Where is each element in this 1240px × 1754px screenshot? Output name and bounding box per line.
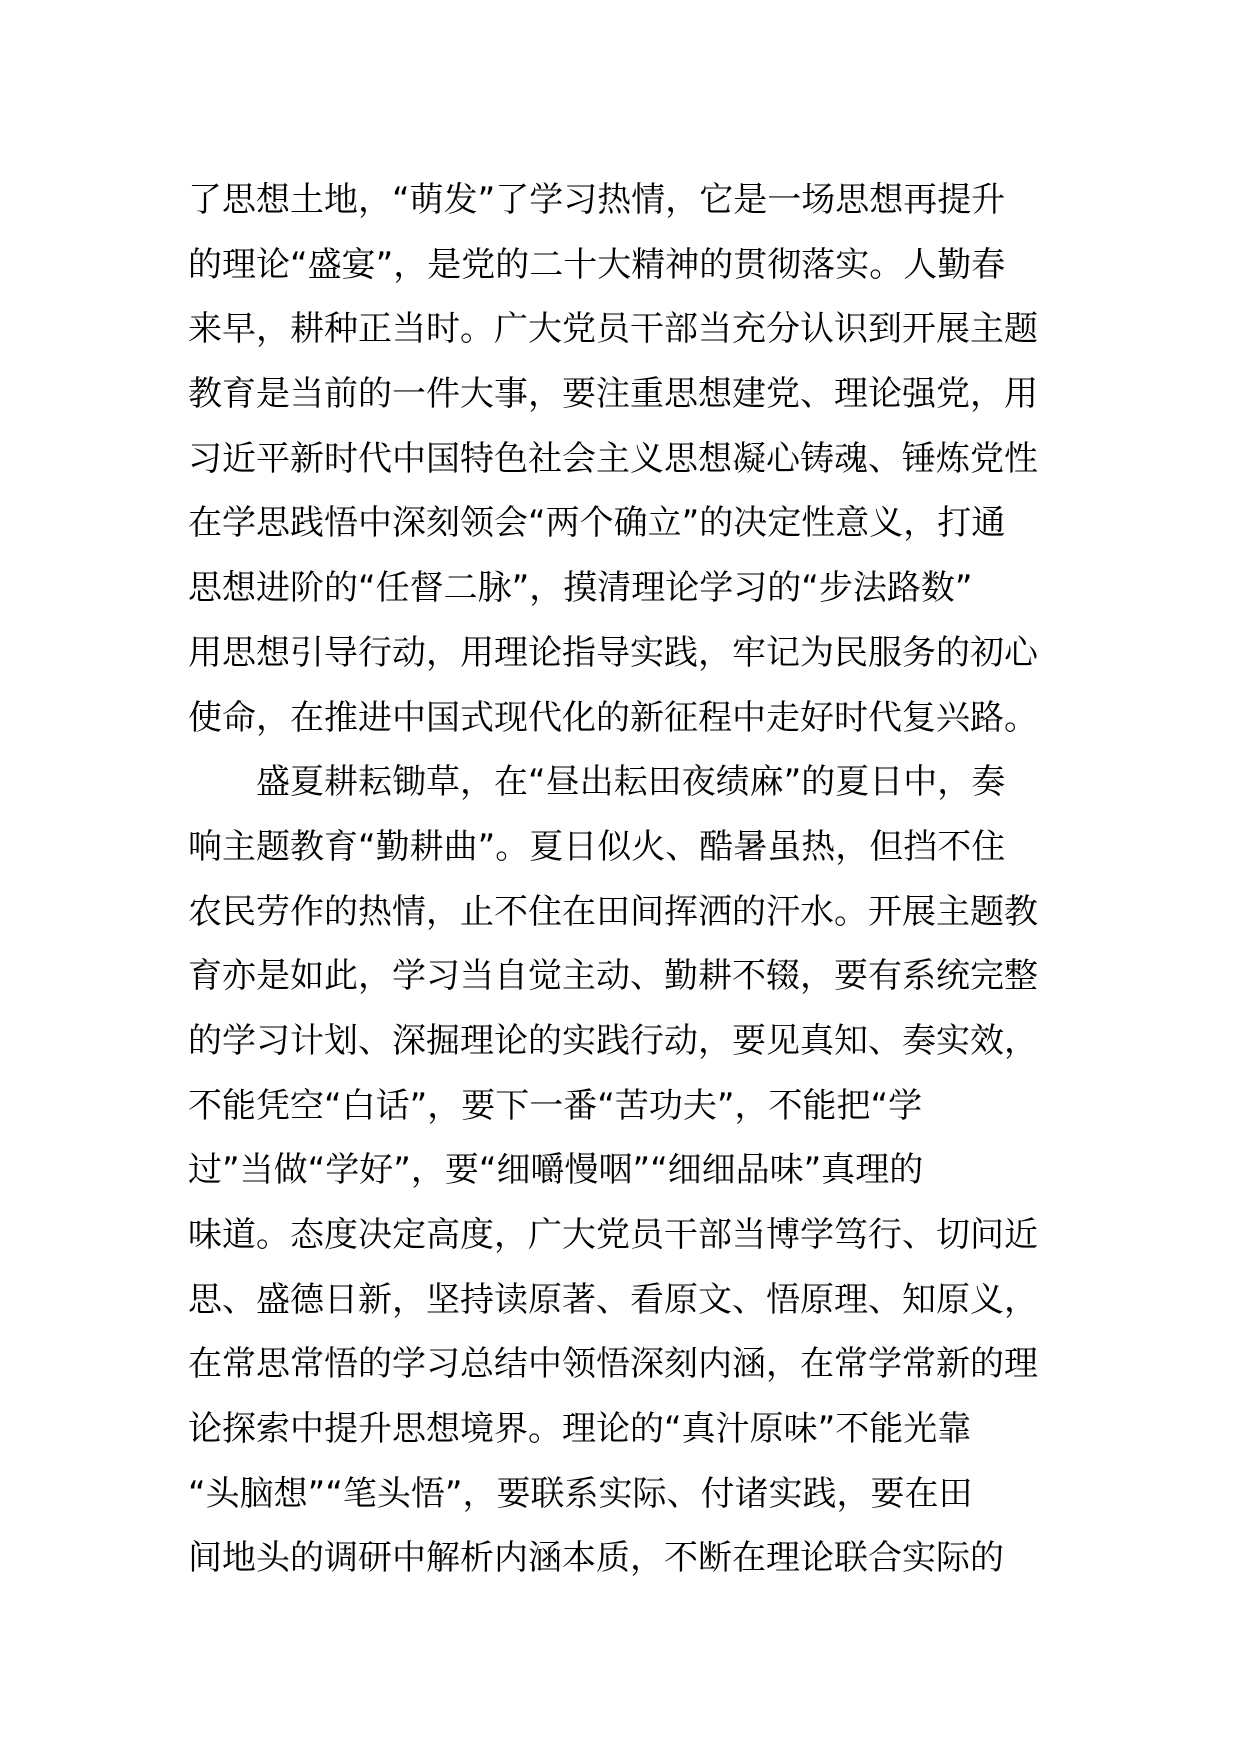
text-line: 习近平新时代中国特色社会主义思想凝心铸魂、锤炼党性 bbox=[188, 438, 1038, 479]
text-line: 味道。态度决定高度，广大党员干部当博学笃行、切问近 bbox=[188, 1215, 1038, 1255]
text-line: 不能凭空“白话”，要下一番“苦功夫”，不能把“学 bbox=[188, 1085, 923, 1126]
text-line: 来早，耕种正当时。广大党员干部当充分认识到开展主题 bbox=[188, 309, 1038, 350]
paragraph-start-line: 盛夏耕耘锄草，在“昼出耘田夜绩麻”的夏日中，奏 bbox=[256, 762, 1006, 803]
text-line: 思、盛德日新，坚持读原著、看原文、悟原理、知原义， bbox=[188, 1279, 1038, 1320]
text-line: 思想进阶的“任督二脉”，摸清理论学习的“步法路数” bbox=[188, 568, 973, 609]
text-line: 的学习计划、深掘理论的实践行动，要见真知、奏实效， bbox=[188, 1020, 1038, 1061]
text-line: 的理论“盛宴”，是党的二十大精神的贯彻落实。人勤春 bbox=[188, 244, 1006, 285]
text-line: 在学思践悟中深刻领会“两个确立”的决定性意义，打通 bbox=[188, 503, 1006, 544]
text-line: 间地头的调研中解析内涵本质，不断在理论联合实际的 bbox=[188, 1538, 1004, 1579]
body-text bbox=[188, 168, 1058, 1591]
text-line: 过”当做“学好”，要“细嚼慢咽”“细细品味”真理的 bbox=[188, 1150, 924, 1191]
text-line: 用思想引导行动，用理论指导实践，牢记为民服务的初心 bbox=[188, 632, 1038, 673]
text-line: “头脑想”“笔头悟”，要联系实际、付诸实践，要在田 bbox=[188, 1473, 973, 1514]
text-line: 论探索中提升思想境界。理论的“真汁原味”不能光靠 bbox=[188, 1409, 972, 1450]
text-line: 使命，在推进中国式现代化的新征程中走好时代复兴路。 bbox=[188, 697, 1038, 738]
text-line: 响主题教育“勤耕曲”。夏日似火、酷暑虽热，但挡不住 bbox=[188, 826, 1006, 867]
text-line: 了思想土地，“萌发”了学习热情，它是一场思想再提升 bbox=[188, 180, 1006, 220]
text-line: 教育是当前的一件大事，要注重思想建党、理论强党，用 bbox=[188, 374, 1038, 415]
text-line: 农民劳作的热情，止不住在田间挥洒的汗水。开展主题教 bbox=[188, 891, 1038, 932]
text-line: 在常思常悟的学习总结中领悟深刻内涵，在常学常新的理 bbox=[188, 1344, 1038, 1385]
text-line: 育亦是如此，学习当自觉主动、勤耕不辍，要有系统完整 bbox=[188, 956, 1038, 997]
